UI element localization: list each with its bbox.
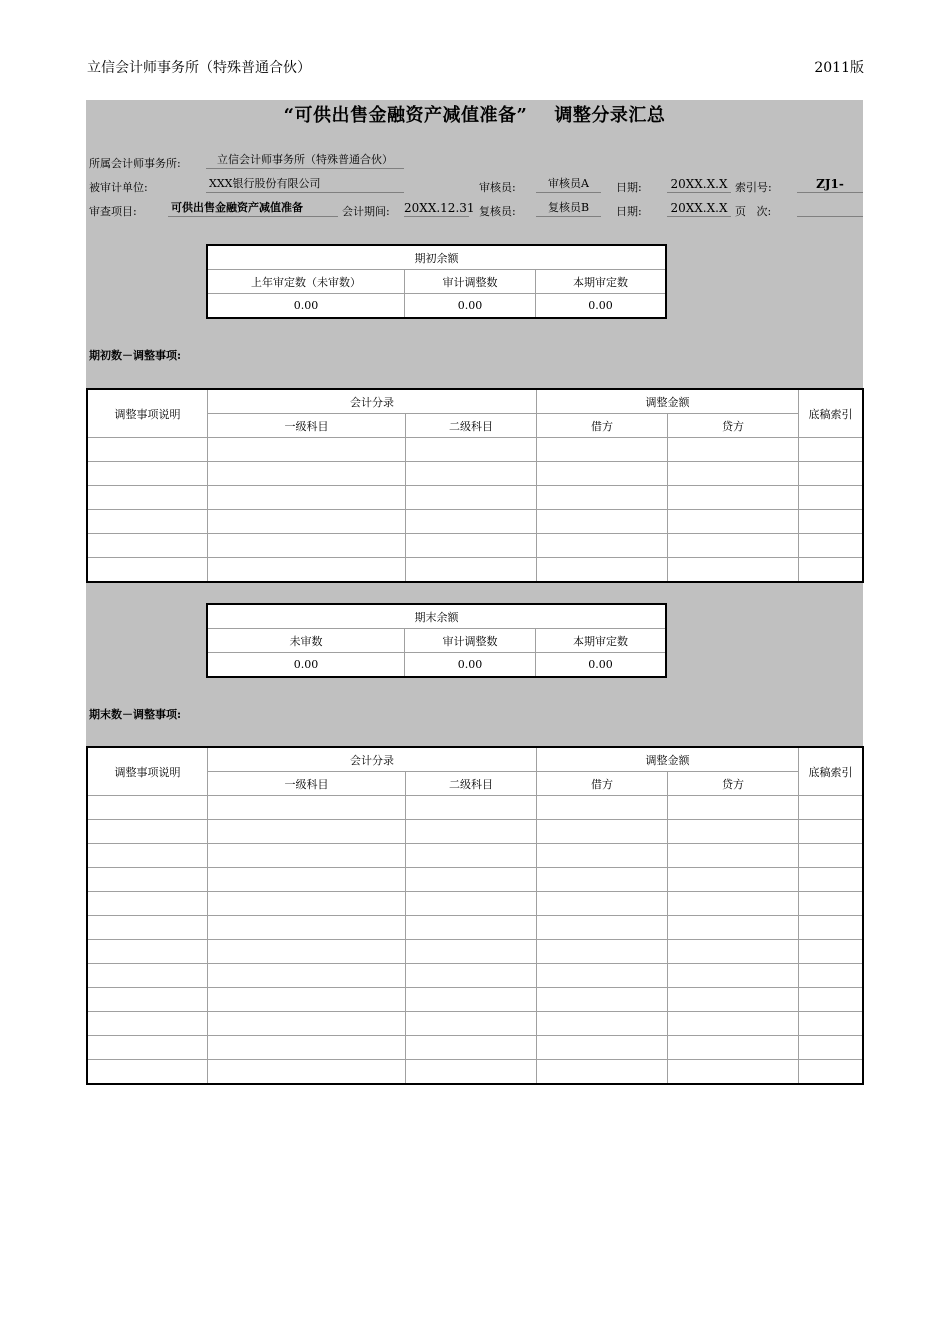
table-cell[interactable] [406, 988, 537, 1012]
table-row [87, 820, 863, 844]
table-cell[interactable] [208, 534, 406, 558]
opening-balance-title: 期初余额 [207, 245, 666, 270]
client-label: 被审计单位: [89, 181, 148, 194]
closing-value-2[interactable]: 0.00 [405, 653, 536, 678]
opening-header-2: 审计调整数 [405, 270, 536, 294]
firm-header: 立信会计师事务所（特殊普通合伙） [87, 60, 311, 76]
table-cell[interactable] [406, 940, 537, 964]
table-cell[interactable] [668, 1012, 799, 1036]
table-row [87, 534, 863, 558]
table-cell[interactable] [406, 486, 537, 510]
period-label: 会计期间: [342, 205, 390, 218]
table-cell[interactable] [208, 486, 406, 510]
table-cell[interactable] [87, 558, 208, 583]
table-cell[interactable] [208, 844, 406, 868]
table-row [87, 796, 863, 820]
table-cell[interactable] [537, 964, 668, 988]
table-cell[interactable] [87, 534, 208, 558]
table-cell[interactable] [668, 988, 799, 1012]
table-cell[interactable] [799, 462, 864, 486]
table-row [87, 916, 863, 940]
reviewer-value: 审核员A [536, 176, 601, 193]
table-cell[interactable] [799, 510, 864, 534]
adj-amount-header: 调整金额 [537, 389, 799, 414]
table-cell[interactable] [799, 892, 864, 916]
table-cell[interactable] [87, 916, 208, 940]
page-label: 页 次: [735, 205, 772, 218]
adj-ref-header: 底稿索引 [799, 389, 864, 438]
table-cell[interactable] [208, 462, 406, 486]
table-cell[interactable] [668, 892, 799, 916]
table-cell[interactable] [406, 1060, 537, 1085]
item-value: 可供出售金融资产减值准备 [168, 200, 338, 217]
table-row [87, 892, 863, 916]
table-cell[interactable] [668, 868, 799, 892]
closing-value-3[interactable]: 0.00 [536, 653, 667, 678]
adj-credit-header: 贷方 [668, 414, 799, 438]
adj-desc-header: 调整事项说明 [87, 389, 208, 438]
table-cell[interactable] [799, 534, 864, 558]
table-cell[interactable] [208, 964, 406, 988]
table-cell[interactable] [87, 510, 208, 534]
table-cell[interactable] [668, 796, 799, 820]
table-row [87, 940, 863, 964]
table-cell[interactable] [406, 916, 537, 940]
table-cell[interactable] [87, 438, 208, 462]
table-cell[interactable] [208, 510, 406, 534]
table-cell[interactable] [87, 892, 208, 916]
closing-adjustments-table [86, 746, 864, 1085]
table-cell[interactable] [668, 486, 799, 510]
table-cell[interactable] [406, 820, 537, 844]
adj-entry-header: 会计分录 [208, 389, 537, 414]
table-cell[interactable] [537, 438, 668, 462]
table-cell[interactable] [406, 868, 537, 892]
table-cell[interactable] [406, 438, 537, 462]
table-cell[interactable] [87, 486, 208, 510]
table-cell[interactable] [208, 796, 406, 820]
date-value-1: 20XX.X.X [667, 176, 731, 193]
adj-ref-header: 底稿索引 [799, 747, 864, 796]
table-cell[interactable] [668, 462, 799, 486]
adj-level1-header: 一级科目 [208, 414, 406, 438]
adj-level2-header: 二级科目 [406, 414, 537, 438]
table-cell[interactable] [406, 558, 537, 583]
checker-value: 复核员B [536, 200, 601, 217]
table-cell[interactable] [208, 940, 406, 964]
adj-credit-header: 贷方 [668, 772, 799, 796]
table-cell[interactable] [406, 964, 537, 988]
item-label: 审查项目: [89, 205, 137, 218]
table-cell[interactable] [799, 916, 864, 940]
table-cell[interactable] [668, 940, 799, 964]
table-cell[interactable] [668, 820, 799, 844]
table-cell[interactable] [208, 892, 406, 916]
table-cell[interactable] [799, 1036, 864, 1060]
table-cell[interactable] [668, 510, 799, 534]
table-row [87, 1060, 863, 1085]
table-cell[interactable] [208, 438, 406, 462]
opening-value-3[interactable]: 0.00 [536, 294, 667, 319]
table-row [87, 486, 863, 510]
date-value-2: 20XX.X.X [667, 200, 731, 217]
adj-amount-header: 调整金额 [537, 747, 799, 772]
table-cell[interactable] [668, 844, 799, 868]
table-cell[interactable] [537, 940, 668, 964]
table-cell[interactable] [799, 1060, 864, 1085]
opening-balance-table [206, 244, 667, 319]
closing-header-1: 未审数 [207, 629, 405, 653]
table-cell[interactable] [799, 988, 864, 1012]
table-cell[interactable] [87, 964, 208, 988]
date-label-2: 日期: [616, 205, 642, 218]
table-cell[interactable] [406, 844, 537, 868]
opening-section-label: 期初数－调整事项: [89, 349, 182, 362]
table-cell[interactable] [537, 510, 668, 534]
table-row [87, 1012, 863, 1036]
table-cell[interactable] [87, 462, 208, 486]
table-row [87, 844, 863, 868]
table-cell[interactable] [799, 844, 864, 868]
table-cell[interactable] [668, 1060, 799, 1085]
table-cell[interactable] [87, 940, 208, 964]
table-cell[interactable] [537, 988, 668, 1012]
date-label-1: 日期: [616, 181, 642, 194]
firm-label: 所属会计师事务所: [89, 157, 181, 170]
table-cell[interactable] [208, 558, 406, 583]
table-row [87, 462, 863, 486]
table-row [87, 1036, 863, 1060]
opening-value-2[interactable]: 0.00 [405, 294, 536, 319]
adj-level2-header: 二级科目 [406, 772, 537, 796]
table-cell[interactable] [537, 796, 668, 820]
table-cell[interactable] [406, 1012, 537, 1036]
table-cell[interactable] [537, 1036, 668, 1060]
table-cell[interactable] [537, 1060, 668, 1085]
table-cell[interactable] [668, 558, 799, 583]
closing-value-1[interactable]: 0.00 [207, 653, 405, 678]
page-title: “可供出售金融资产减值准备” 调整分录汇总 [283, 105, 666, 126]
table-row [87, 510, 863, 534]
table-cell[interactable] [799, 558, 864, 583]
table-cell[interactable] [87, 868, 208, 892]
adj-desc-header: 调整事项说明 [87, 747, 208, 796]
closing-header-3: 本期审定数 [536, 629, 667, 653]
reviewer-label: 审核员: [479, 181, 516, 194]
table-cell[interactable] [799, 796, 864, 820]
table-cell[interactable] [537, 558, 668, 583]
table-cell[interactable] [799, 868, 864, 892]
adj-debit-header: 借方 [537, 772, 668, 796]
table-cell[interactable] [537, 844, 668, 868]
table-row [87, 438, 863, 462]
table-cell[interactable] [87, 1036, 208, 1060]
table-row [87, 988, 863, 1012]
table-cell[interactable] [799, 964, 864, 988]
index-value: ZJ1- [797, 176, 863, 193]
table-cell[interactable] [668, 964, 799, 988]
table-cell[interactable] [208, 820, 406, 844]
table-cell[interactable] [208, 1036, 406, 1060]
table-cell[interactable] [537, 820, 668, 844]
table-cell[interactable] [87, 820, 208, 844]
table-row [87, 868, 863, 892]
table-row [87, 558, 863, 583]
page-value [797, 200, 863, 217]
table-row [87, 964, 863, 988]
table-cell[interactable] [208, 988, 406, 1012]
table-cell[interactable] [537, 462, 668, 486]
table-cell[interactable] [406, 462, 537, 486]
table-cell[interactable] [799, 940, 864, 964]
adj-debit-header: 借方 [537, 414, 668, 438]
table-cell[interactable] [406, 534, 537, 558]
table-cell[interactable] [208, 916, 406, 940]
table-cell[interactable] [668, 916, 799, 940]
adj-level1-header: 一级科目 [208, 772, 406, 796]
table-cell[interactable] [668, 534, 799, 558]
index-label: 索引号: [735, 181, 772, 194]
closing-header-2: 审计调整数 [405, 629, 536, 653]
table-cell[interactable] [668, 1036, 799, 1060]
table-cell[interactable] [208, 868, 406, 892]
checker-label: 复核员: [479, 205, 516, 218]
table-cell[interactable] [537, 486, 668, 510]
table-cell[interactable] [208, 1060, 406, 1085]
table-cell[interactable] [87, 796, 208, 820]
table-cell[interactable] [799, 486, 864, 510]
table-cell[interactable] [537, 892, 668, 916]
firm-value: 立信会计师事务所（特殊普通合伙） [206, 152, 404, 169]
table-cell[interactable] [406, 510, 537, 534]
table-cell[interactable] [537, 534, 668, 558]
opening-value-1[interactable]: 0.00 [207, 294, 405, 319]
client-value: XXX银行股份有限公司 [206, 176, 404, 193]
opening-header-3: 本期审定数 [536, 270, 667, 294]
opening-header-1: 上年审定数（未审数） [207, 270, 405, 294]
table-cell[interactable] [537, 1012, 668, 1036]
table-cell[interactable] [87, 1012, 208, 1036]
table-cell[interactable] [406, 892, 537, 916]
table-cell[interactable] [406, 1036, 537, 1060]
table-cell[interactable] [799, 820, 864, 844]
table-cell[interactable] [87, 844, 208, 868]
version-label: 2011版 [814, 60, 864, 76]
closing-section-label: 期末数－调整事项: [89, 708, 182, 721]
table-cell[interactable] [799, 1012, 864, 1036]
table-cell[interactable] [87, 988, 208, 1012]
table-cell[interactable] [406, 796, 537, 820]
table-cell[interactable] [799, 438, 864, 462]
table-cell[interactable] [208, 1012, 406, 1036]
adj-entry-header: 会计分录 [208, 747, 537, 772]
period-value: 20XX.12.31 [404, 201, 475, 215]
opening-adjustments-table [86, 388, 864, 583]
table-cell[interactable] [537, 916, 668, 940]
closing-balance-title: 期末余额 [207, 604, 666, 629]
closing-balance-table [206, 603, 667, 678]
table-cell[interactable] [537, 868, 668, 892]
table-cell[interactable] [87, 1060, 208, 1085]
table-cell[interactable] [668, 438, 799, 462]
